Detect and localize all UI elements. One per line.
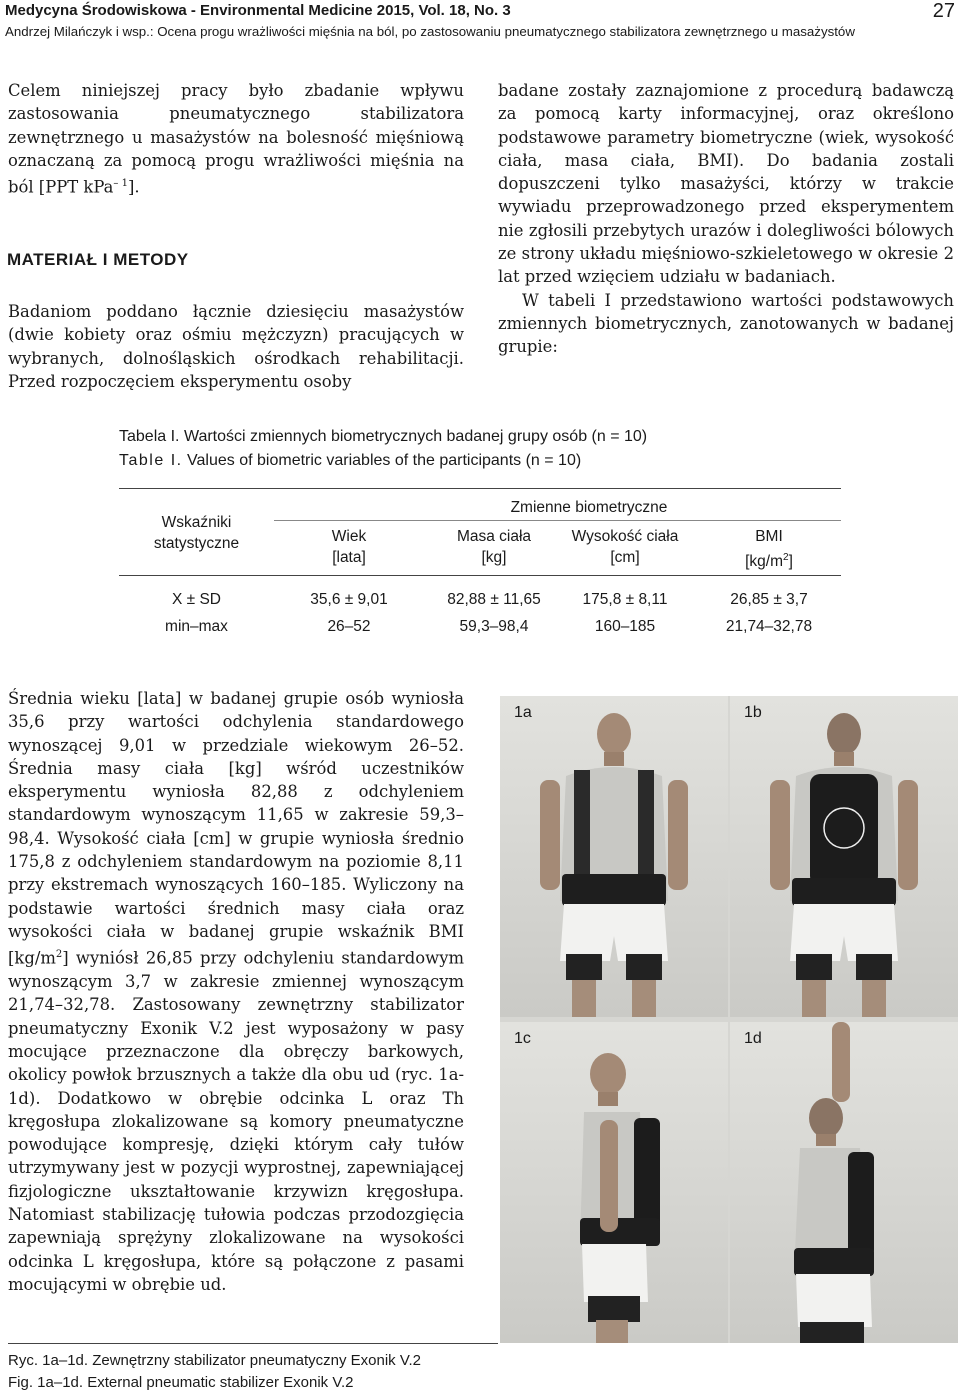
figure-caption-en-text: External pneumatic stabilizer Exonik V.2 <box>87 1374 354 1391</box>
figure-caption-pl-label: Ryc. 1a–1d. <box>8 1352 89 1369</box>
stub-header-line1: Wskaźniki <box>161 514 232 531</box>
photo-front-view <box>500 696 728 1017</box>
cell-height-range: 160–185 <box>594 618 656 635</box>
biometric-table <box>119 488 841 648</box>
photo-side-view <box>500 1022 728 1343</box>
cell-bmi-mean: 26,85 ± 3,7 <box>730 591 808 608</box>
bmi-unit-post: ] <box>788 553 793 571</box>
col-header-mass <box>424 526 564 568</box>
col-header-height-line2: [cm] <box>610 549 640 566</box>
person-back-illustration <box>730 696 958 1017</box>
figure-caption-en <box>8 1374 353 1391</box>
table-caption-pl-text: Wartości zmiennych biometrycznych badanej grupy osób (n = 10) <box>183 428 648 445</box>
cell-height-mean: 175,8 ± 8,11 <box>582 591 668 608</box>
person-side-illustration <box>500 1022 728 1343</box>
running-title: Andrzej Milańczyk i wsp.: Ocena progu wrażliwości mięśnia na ból, po zastosowaniu pneumatycznego stabilizatora zewnętrznego u masażystów <box>5 24 855 39</box>
right-column-text <box>498 79 954 359</box>
table-caption-en-label: Table I. <box>119 452 183 469</box>
row-label-mean: X ± SD <box>172 591 221 608</box>
figure-caption-en-label: Fig. 1a–1d. <box>8 1374 84 1391</box>
table-group-header: Zmienne biometryczne <box>510 499 668 516</box>
results-paragraph <box>8 687 464 1296</box>
col-header-height <box>555 526 695 568</box>
col-header-mass-line1: Masa ciała <box>456 528 532 545</box>
row-label-range: min–max <box>165 618 228 635</box>
results-text-a: Średnia wieku [lata] w badanej grupie osób wyniosła 35,6 przy wartości odchylenia standardowego wynoszącej 9,01 w przedziale wiekowym 26–52. Średnia masy ciała [kg] wśród uczestników eksperymentu wyniosła 82,88 z odchyleniem standardowym wynoszącym 11,65 w zakresie 59,3–98,4. Wysokość ciała [cm] w grupie wyniosła średnio 175,8 z odchyleniem standardowym na poziomie 8,11 przy ekstremach wynoszących 160–185. Wyliczony na podstawie wartości średnich masy ciała oraz wysokości ciała w badanej grupie wskaźnik BMI [kg/m <box>8 689 464 968</box>
cell-age-range: 26–52 <box>327 618 371 635</box>
table-top-rule <box>119 488 841 489</box>
intro-text: Celem niniejszej pracy było zbadanie wpływu zastosowania pneumatycznego stabilizatora zewnętrznego u masażystów na bolesność mięśniową oznaczaną za pomocą progu wrażliwości mięśnia na ból [PPT kPa <box>8 81 464 197</box>
photo-back-view <box>730 696 958 1017</box>
results-text-b: ] wyniósł 26,85 przy odchyleniu standardowym wynoszącym 3,7 w zakresie zmiennej wynoszącym 21,74–32,78. Zastosowany zewnętrzny stabilizator pneumatyczny Exonik V.2 jest wyposażony w pasy mocujące przeznaczone dla obręczy barkowych, okolicy powłok brzusznych a także dla obu ud (ryc. 1a-1d). Dodatkowo w obrębie odcinka L oraz Th kręgosłupa zlokalizowane są komory pneumatyczne powodujące kompresję, dzięki którym cały tułów utrzymywany jest w pozycji wyprostnej, zapewniającej fizjologiczne ukształtowanie krzywizn kręgosłupa. Natomiast stabilizację tułowia podczas przodozgięcia zapewniają sprężyny zlokalizowane na wysokości odcinka L kręgosłupa, które są połączone z pasami mocującymi w obrębie ud. <box>8 948 464 1294</box>
bmi-unit-pre: [kg/m <box>745 553 784 571</box>
col-header-bmi <box>699 526 839 572</box>
stub-header <box>119 512 274 554</box>
table-group-rule <box>274 520 841 521</box>
person-front-illustration <box>500 696 728 1017</box>
results-superscript: 2 <box>55 949 63 961</box>
table-caption-en <box>119 452 581 470</box>
cell-mass-range: 59,3–98,4 <box>459 618 529 635</box>
col-header-bmi-line2 <box>699 547 839 572</box>
right-paragraph-2: W tabeli I przedstawiono wartości podstawowych zmiennych biometrycznych, zanotowanych w badanej grupie: <box>498 290 954 357</box>
methods-text: Badaniom poddano łącznie dziesięciu masażystów (dwie kobiety oraz ośmiu mężczyzn) pracujących w wybranych, dolnośląskich ośrodkach rehabilitacji. Przed rozpoczęciem eksperymentu osoby <box>8 302 464 391</box>
journal-title: Medycyna Środowiskowa - Environmental Medicine 2015, Vol. 18, No. 3 <box>5 2 511 19</box>
col-header-bmi-line1: BMI <box>755 528 783 545</box>
col-header-age-line2: [lata] <box>332 549 366 566</box>
col-header-age <box>289 526 409 568</box>
panel-label-1d: 1d <box>744 1030 762 1047</box>
cell-bmi-range: 21,74–32,78 <box>725 618 813 635</box>
right-paragraph-1: badane zostały zaznajomione z procedurą badawczą za pomocą karty informacyjnej, oraz określono podstawowe parametry biometryczne (wiek, wysokość ciała, masa ciała, BMI). Do badania zostali dopuszczeni tylko masażyści, którzy w trakcie wywiadu przeprowadzonego przed eksperymentem nie zgłosili przebytych urazów i dolegliwości bólowych ze strony układu mięśniowo-szkieletowego w okresie 2 lat przed wzięciem udziału w badaniach. <box>498 81 954 287</box>
person-raised-arm-illustration <box>730 1022 958 1343</box>
figure-photo-grid <box>500 696 958 1343</box>
panel-label-1a: 1a <box>514 704 532 721</box>
figure-caption-rule <box>8 1343 498 1344</box>
cell-mass-mean: 82,88 ± 11,65 <box>447 591 541 608</box>
intro-superscript: – 1 <box>113 178 128 190</box>
panel-label-1c: 1c <box>514 1030 531 1047</box>
stub-header-line2: statystyczne <box>153 535 240 552</box>
table-header-rule <box>119 575 841 576</box>
figure-caption-pl-text: Zewnętrzny stabilizator pneumatyczny Exonik V.2 <box>92 1352 421 1369</box>
methods-paragraph <box>8 300 464 393</box>
col-header-mass-line2: [kg] <box>481 549 507 566</box>
table-caption-pl <box>119 428 647 446</box>
section-heading: MATERIAŁ I METODY <box>7 250 189 269</box>
page-number: 27 <box>932 0 955 22</box>
panel-label-1b: 1b <box>744 704 762 721</box>
intro-paragraph <box>8 79 464 199</box>
photo-raised-arm-view <box>730 1022 958 1343</box>
figure-caption-pl <box>8 1352 421 1369</box>
table-caption-en-text: Values of biometric variables of the participants (n = 10) <box>187 452 582 469</box>
cell-age-mean: 35,6 ± 9,01 <box>310 591 388 608</box>
bmi-unit-sup: 2 <box>783 552 789 563</box>
col-header-age-line1: Wiek <box>331 528 367 545</box>
table-caption-pl-label: Tabela I. <box>119 428 180 445</box>
intro-end: ]. <box>127 177 140 197</box>
col-header-height-line1: Wysokość ciała <box>571 528 679 545</box>
